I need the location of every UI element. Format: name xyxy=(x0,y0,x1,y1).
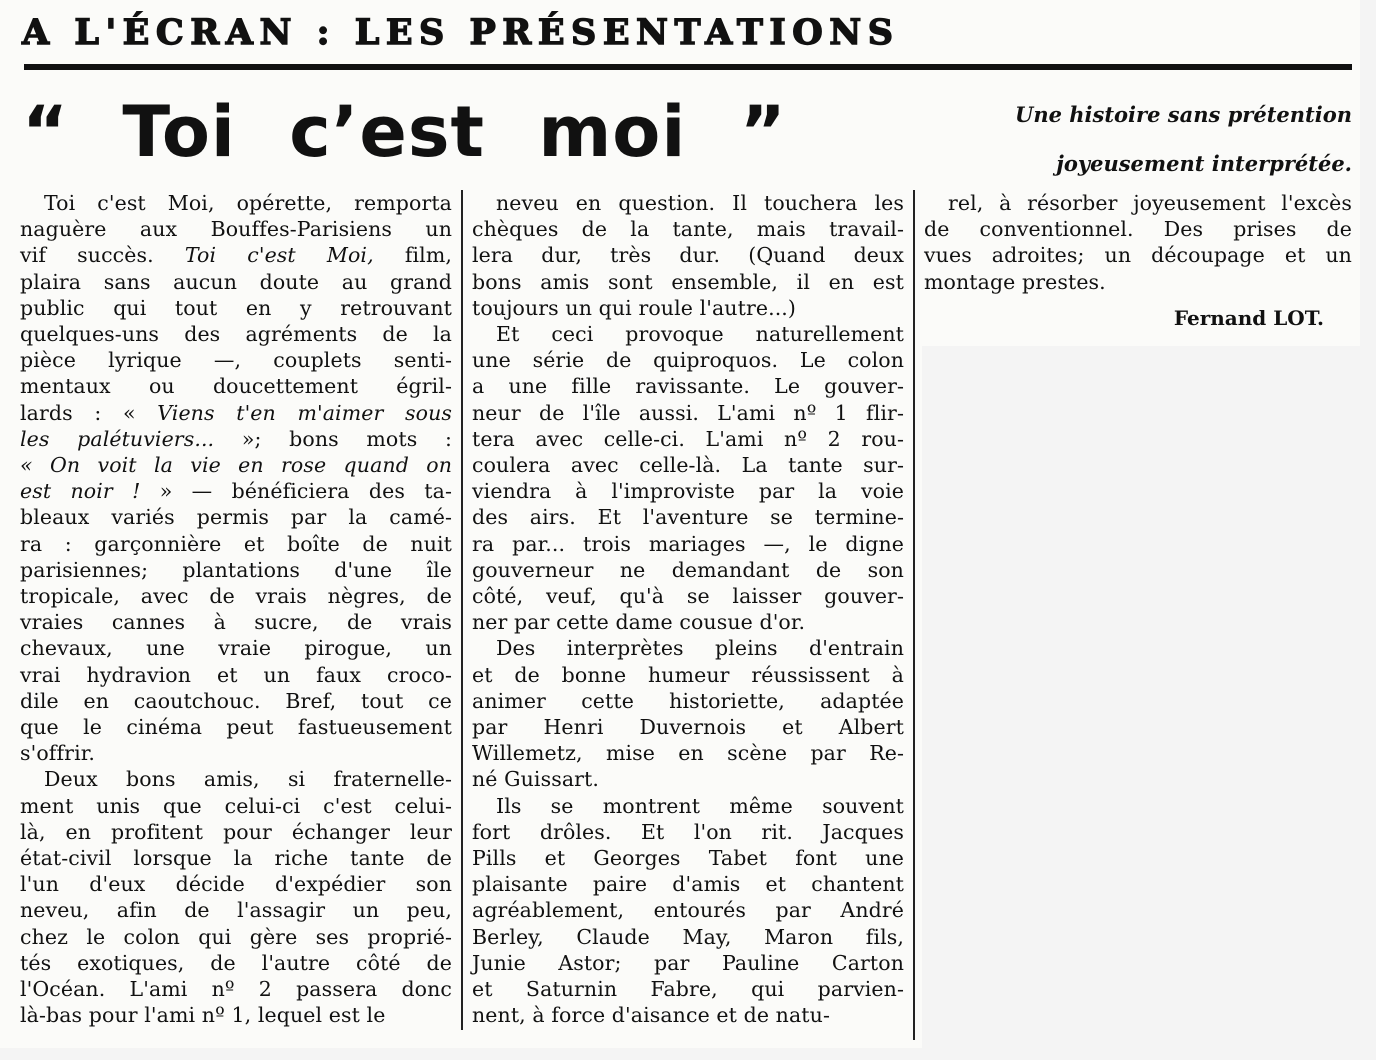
text-line: l'Océan. L'ami nº 2 passera donc xyxy=(20,977,452,1002)
column-divider xyxy=(913,190,915,340)
text-line: chèques de la tante, mais travail- xyxy=(472,217,904,242)
empty-margin xyxy=(922,346,1376,1060)
text-line: montage prestes. xyxy=(924,269,1106,294)
text-line: coulera avec celle-là. La tante sur- xyxy=(472,453,904,478)
text-line: une série de quiproquos. Le colon xyxy=(472,348,904,373)
text-line: tés exotiques, de l'autre côté de xyxy=(20,950,452,975)
text-line: Deux bons amis, si fraternelle- xyxy=(44,767,452,792)
text-line: a une fille ravissante. Le gouver- xyxy=(472,374,904,399)
article-subheadline xyxy=(1015,90,1352,188)
text-line: pièce lyrique —, couplets senti- xyxy=(20,348,452,373)
text-line: des airs. Et l'aventure se termine- xyxy=(472,505,904,530)
text-line: vif succès. Toi c'est Moi, film, xyxy=(20,243,452,268)
text-line: chevaux, une vraie pirogue, un xyxy=(20,636,452,661)
text-line: dile en caoutchouc. Bref, tout ce xyxy=(20,688,452,713)
heavy-rule xyxy=(24,64,1352,70)
text-line: viendra à l'improviste par la voie xyxy=(472,479,904,504)
text-line: Pills et Georges Tabet font une xyxy=(472,846,904,871)
text-line: tera avec celle-ci. L'ami nº 2 rou- xyxy=(472,426,904,451)
text-line: bleaux variés permis par la camé- xyxy=(20,505,452,530)
text-line: côté, veuf, qu'à se laisser gouver- xyxy=(472,584,904,609)
text-line: et de bonne humeur réussissent à xyxy=(472,662,904,687)
text-line: né Guissart. xyxy=(472,767,600,792)
text-line: naguère aux Bouffes-Parisiens un xyxy=(20,217,452,242)
column-divider xyxy=(461,190,463,1030)
article-paragraph xyxy=(472,793,904,1029)
author-signature: Fernand LOT. xyxy=(1173,306,1324,330)
subheadline-line-1: Une histoire sans prétention xyxy=(1015,102,1352,127)
text-line: vrai hydravion et un faux croco- xyxy=(20,662,452,687)
text-line: tropicale, avec de vrais nègres, de xyxy=(20,584,452,609)
text-line: quelques-uns des agréments de la xyxy=(20,322,452,347)
text-line: plaira sans aucun doute au grand xyxy=(20,269,452,294)
text-line: Et ceci provoque naturellement xyxy=(496,322,904,347)
text-line: agréablement, entourés par André xyxy=(472,898,904,923)
article-paragraph xyxy=(472,321,904,635)
text-line: bons amis sont ensemble, il en est xyxy=(472,269,904,294)
text-line: ra par... trois mariages —, le digne xyxy=(472,531,904,556)
column-divider xyxy=(913,340,915,1040)
text-line: les palétuviers... »; bons mots : xyxy=(20,426,452,451)
subheadline-line-2: joyeusement interprétée. xyxy=(1056,151,1352,176)
text-line: ra : garçonnière et boîte de nuit xyxy=(20,531,452,556)
text-line: nent, à force d'aisance et de natu- xyxy=(472,1003,830,1028)
article-column-2 xyxy=(472,190,904,1029)
article-column-3 xyxy=(924,190,1352,295)
text-line: ner par cette dame cousue d'or. xyxy=(472,610,806,635)
text-line: Des interprètes pleins d'entrain xyxy=(496,636,904,661)
section-rubric: A L'ÉCRAN : LES PRÉSENTATIONS xyxy=(22,12,900,53)
text-line: Toi c'est Moi, opérette, remporta xyxy=(44,191,452,215)
text-line: neveu en question. Il touchera les xyxy=(496,191,904,215)
text-line: lera dur, très dur. (Quand deux xyxy=(472,243,904,268)
article-paragraph xyxy=(924,190,1352,295)
text-line: Berley, Claude May, Maron fils, xyxy=(472,924,904,949)
text-line: gouverneur ne demandant de son xyxy=(472,557,904,582)
text-line: que le cinéma peut fastueusement xyxy=(20,715,452,740)
text-line: l'un d'eux décide d'expédier son xyxy=(20,872,452,897)
text-line: animer cette historiette, adaptée xyxy=(472,688,904,713)
text-line: là-bas pour l'ami nº 1, lequel est le xyxy=(20,1003,386,1028)
text-line: fort drôles. Et l'on rit. Jacques xyxy=(472,819,904,844)
text-line: neveu, afin de l'assagir un peu, xyxy=(20,898,452,923)
text-line: là, en profitent pour échanger leur xyxy=(20,819,452,844)
article-paragraph xyxy=(20,190,452,766)
text-line: Willemetz, mise en scène par Re- xyxy=(472,741,904,766)
text-line: vues adroites; un découpage et un xyxy=(924,243,1352,268)
article-paragraph xyxy=(472,190,904,321)
text-line: mentaux ou doucettement égril- xyxy=(20,374,452,399)
text-line: de conventionnel. Des prises de xyxy=(924,217,1352,242)
text-line: « On voit la vie en rose quand on xyxy=(20,453,452,478)
text-line: s'offrir. xyxy=(20,741,95,766)
text-line: chez le colon qui gère ses proprié- xyxy=(20,924,452,949)
article-headline: “ Toi c’est moi ” xyxy=(22,91,787,173)
article-paragraph xyxy=(472,635,904,792)
text-line: lards : « Viens t'en m'aimer sous xyxy=(20,400,452,425)
text-line: Ils se montrent même souvent xyxy=(496,793,904,818)
text-line: et Saturnin Fabre, qui parvien- xyxy=(472,977,904,1002)
text-line: est noir ! » — bénéficiera des ta- xyxy=(20,479,452,504)
text-line: plaisante paire d'amis et chantent xyxy=(472,872,904,897)
article-column-1 xyxy=(20,190,452,1029)
text-line: rel, à résorber joyeusement l'excès xyxy=(948,191,1352,215)
text-line: Junie Astor; par Pauline Carton xyxy=(472,950,904,975)
text-line: par Henri Duvernois et Albert xyxy=(472,715,904,740)
text-line: toujours un qui roule l'autre...) xyxy=(472,295,797,320)
text-line: ment unis que celui-ci c'est celui- xyxy=(20,793,452,818)
text-line: neur de l'île aussi. L'ami nº 1 flir- xyxy=(472,400,904,425)
text-line: parisiennes; plantations d'une île xyxy=(20,557,452,582)
article-paragraph xyxy=(20,766,452,1028)
text-line: public qui tout en y retrouvant xyxy=(20,295,452,320)
text-line: état-civil lorsque la riche tante de xyxy=(20,846,452,871)
text-line: vraies cannes à sucre, de vrais xyxy=(20,610,452,635)
